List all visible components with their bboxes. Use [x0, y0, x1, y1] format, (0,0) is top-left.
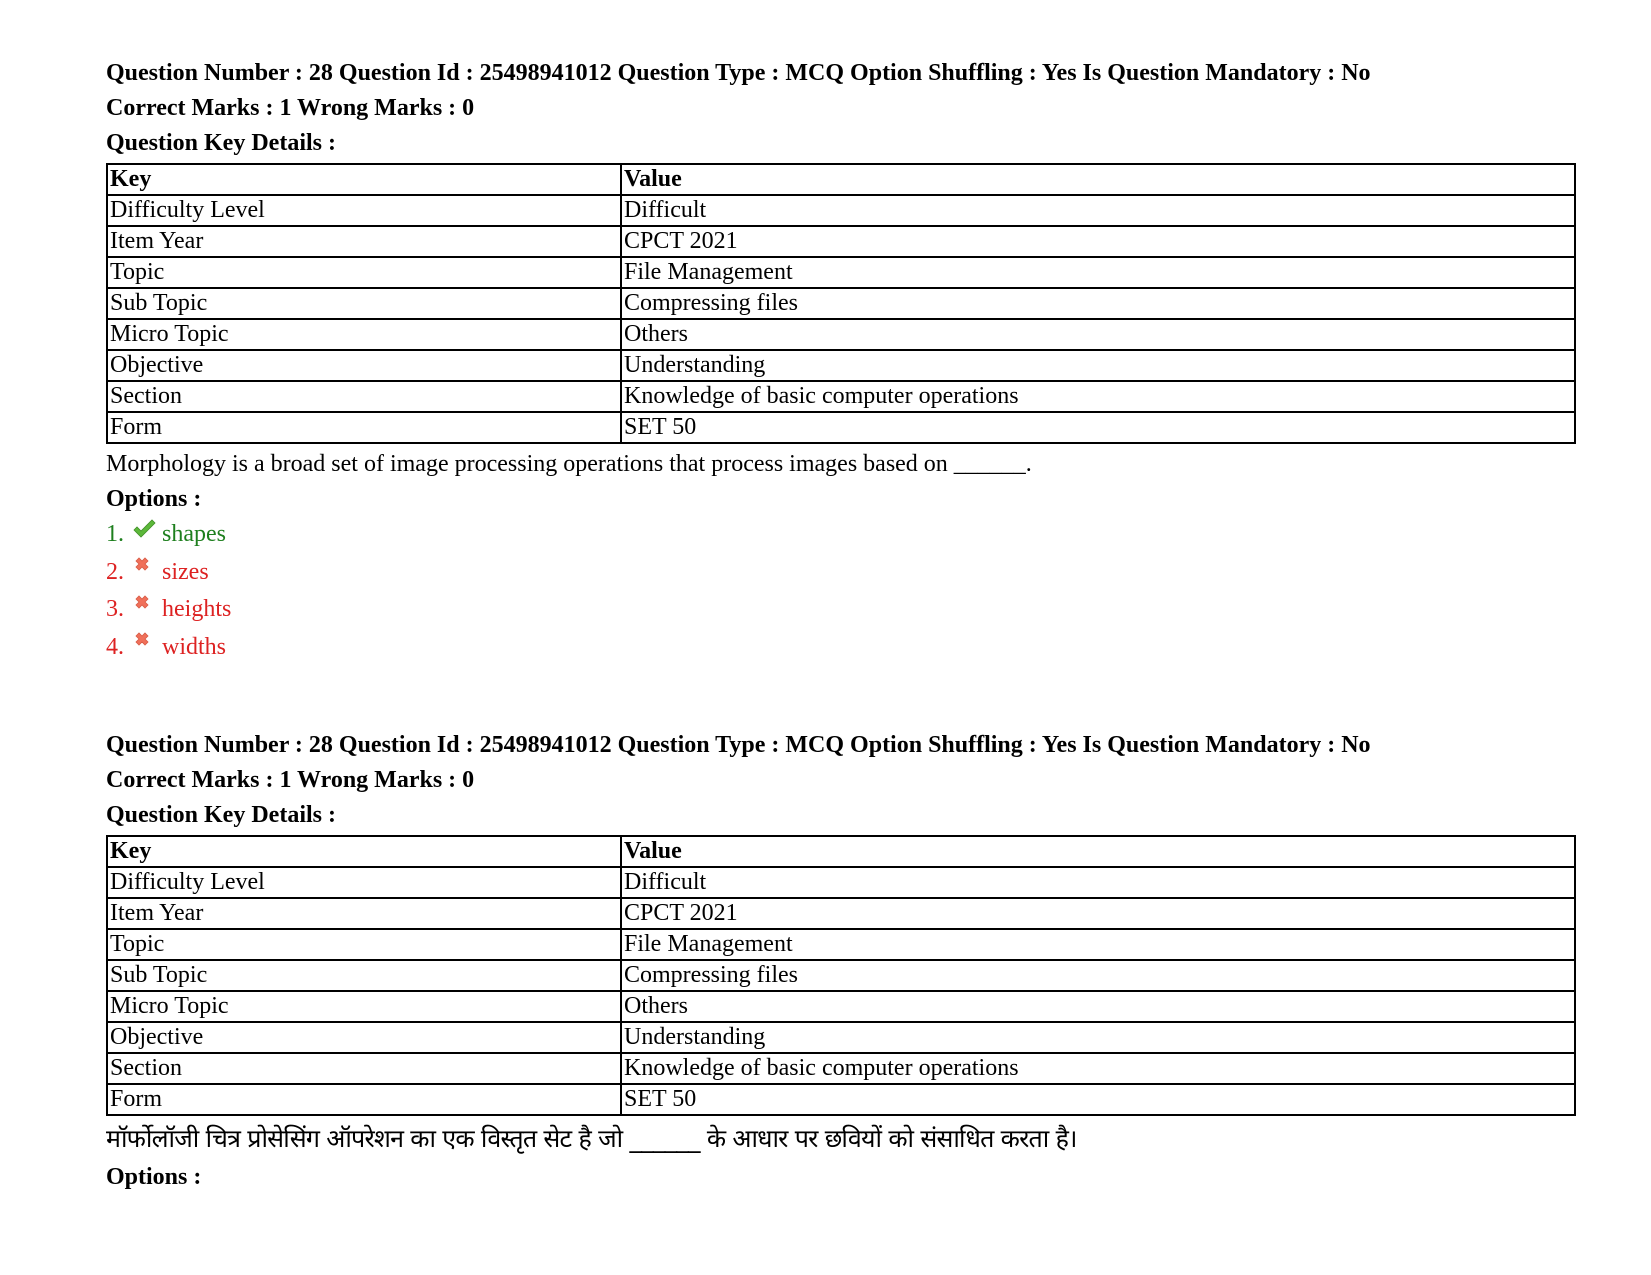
row-value: Difficult: [621, 867, 1575, 898]
table-row: [107, 867, 1575, 898]
check-icon: [132, 521, 162, 549]
table-row: [107, 226, 1575, 257]
table-header-key: Key: [107, 164, 621, 195]
options-label: Options :: [106, 486, 202, 512]
table-row: [107, 991, 1575, 1022]
marks-line: Correct Marks : 1 Wrong Marks : 0: [106, 95, 475, 121]
row-key: Micro Topic: [107, 991, 621, 1022]
table-row: [107, 381, 1575, 412]
option-number: 4.: [106, 633, 124, 660]
question-header-line: Question Number : 28 Question Id : 25498941012 Question Type : MCQ Option Shuffling : Yes Is Question Mandatory : No: [106, 60, 1371, 86]
key-details-table: [106, 163, 1576, 444]
cross-icon-svg: [132, 629, 152, 649]
option-text: sizes: [162, 558, 209, 585]
table-row: [107, 1084, 1575, 1115]
row-value: CPCT 2021: [621, 898, 1575, 929]
option-wrong: [106, 554, 1576, 592]
marks-line: Correct Marks : 1 Wrong Marks : 0: [106, 767, 475, 793]
table-row: [107, 350, 1575, 381]
row-key: Form: [107, 412, 621, 443]
key-details-label: Question Key Details :: [106, 802, 336, 828]
table-row: [107, 412, 1575, 443]
table-header-value: Value: [621, 836, 1575, 867]
row-value: Compressing files: [621, 960, 1575, 991]
row-key: Objective: [107, 350, 621, 381]
table-row: [107, 960, 1575, 991]
row-key: Objective: [107, 1022, 621, 1053]
option-text: widths: [162, 633, 227, 660]
table-row: [107, 288, 1575, 319]
row-key: Section: [107, 1053, 621, 1084]
cross-icon: [132, 596, 162, 624]
option-number: 2.: [106, 558, 124, 585]
option-number: 3.: [106, 596, 124, 622]
row-value: Others: [621, 319, 1575, 350]
table-row: [107, 195, 1575, 226]
row-value: Knowledge of basic computer operations: [621, 1053, 1575, 1084]
row-key: Difficulty Level: [107, 867, 621, 898]
row-key: Topic: [107, 929, 621, 960]
row-value: Knowledge of basic computer operations: [621, 381, 1575, 412]
row-value: Understanding: [621, 1022, 1575, 1053]
row-value: Compressing files: [621, 288, 1575, 319]
row-value: File Management: [621, 929, 1575, 960]
table-header-value: Value: [621, 164, 1575, 195]
row-value: SET 50: [621, 1084, 1575, 1115]
table-header-row: [107, 836, 1575, 867]
row-key: Form: [107, 1084, 621, 1115]
row-key: Topic: [107, 257, 621, 288]
table-header-key: Key: [107, 836, 621, 867]
option-text: shapes: [162, 521, 226, 547]
row-key: Sub Topic: [107, 288, 621, 319]
cross-icon-svg: [132, 554, 152, 574]
row-key: Item Year: [107, 226, 621, 257]
option-wrong: [106, 591, 1576, 629]
option-text: heights: [162, 596, 232, 622]
row-key: Section: [107, 381, 621, 412]
row-value: File Management: [621, 257, 1575, 288]
question-text: Morphology is a broad set of image processing operations that process images based on ______.: [106, 451, 1032, 477]
table-row: [107, 1022, 1575, 1053]
row-value: Others: [621, 991, 1575, 1022]
question-block-hindi: [106, 728, 1576, 1194]
row-value: CPCT 2021: [621, 226, 1575, 257]
table-header-row: [107, 164, 1575, 195]
table-row: [107, 929, 1575, 960]
row-value: Difficult: [621, 195, 1575, 226]
question-header-line: Question Number : 28 Question Id : 25498941012 Question Type : MCQ Option Shuffling : Yes Is Question Mandatory : No: [106, 732, 1371, 758]
check-icon-svg: [132, 517, 156, 541]
cross-icon-svg: [132, 592, 152, 612]
row-key: Item Year: [107, 898, 621, 929]
option-correct: [106, 516, 1576, 554]
question-block-english: [106, 56, 1576, 666]
row-key: Difficulty Level: [107, 195, 621, 226]
table-row: [107, 898, 1575, 929]
options-label: Options :: [106, 1164, 202, 1190]
cross-icon: [132, 558, 162, 586]
option-number: 1.: [106, 521, 124, 547]
question-text-hindi: मॉर्फोलॉजी चित्र प्रोसेसिंग ऑपरेशन का एक विस्तृत सेट है जो ______ के आधार पर छवियों को संसाधित करता है।: [106, 1124, 1077, 1153]
table-row: [107, 257, 1575, 288]
row-key: Micro Topic: [107, 319, 621, 350]
cross-icon: [132, 633, 162, 661]
table-row: [107, 1053, 1575, 1084]
row-value: SET 50: [621, 412, 1575, 443]
table-row: [107, 319, 1575, 350]
key-details-table: [106, 835, 1576, 1116]
key-details-label: Question Key Details :: [106, 130, 336, 156]
row-key: Sub Topic: [107, 960, 621, 991]
option-wrong: [106, 629, 1576, 667]
row-value: Understanding: [621, 350, 1575, 381]
